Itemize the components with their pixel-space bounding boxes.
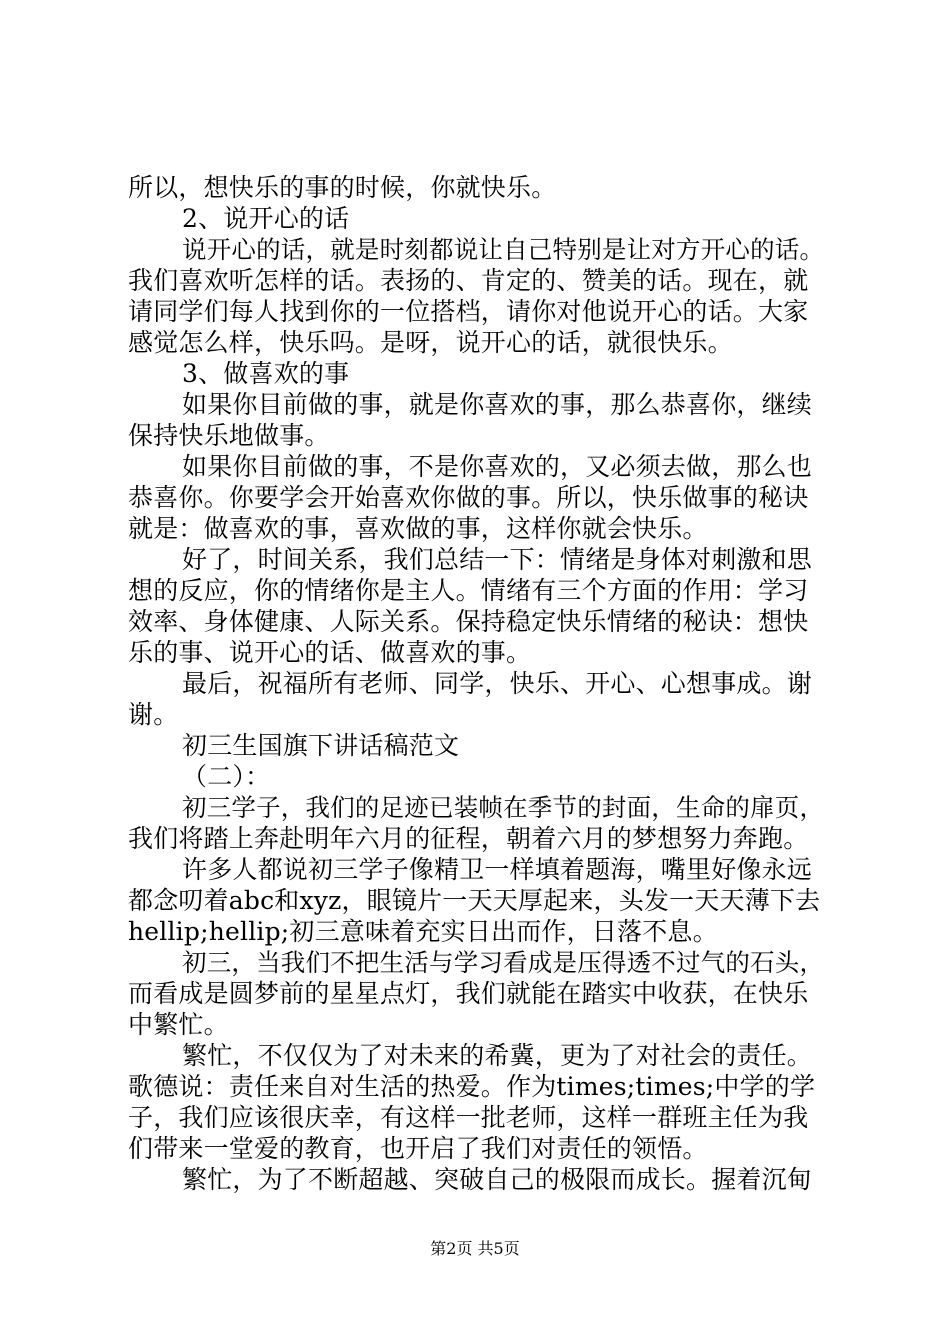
text-line: 繁忙，为了不断超越、突破自己的极限而成长。握着沉甸 [182,1165,813,1194]
text-line: 效率、身体健康、人际关系。保持稳定快乐情绪的秘诀：想快 [128,607,809,636]
text-line: 初三学子，我们的足迹已装帧在季节的封面，生命的扉页， [182,793,825,822]
text-line: 所以，想快乐的事的时候，你就快乐。 [128,173,557,202]
text-line: 歌德说：责任来自对生活的热爱。作为times;times;中学的学 [128,1072,816,1101]
text-line: 2、说开心的话 [182,204,350,233]
text-line: 说开心的话，就是时刻都说让自己特别是让对方开心的话。 [182,235,825,264]
text-line: 初三，当我们不把生活与学习看成是压得透不过气的石头， [182,948,825,977]
text-line: （二）： [182,762,271,791]
text-line: 恭喜你。你要学会开始喜欢你做的事。所以，快乐做事的秘诀 [128,483,809,512]
text-line: 而看成是圆梦前的星星点灯，我们就能在踏实中收获，在快乐 [128,979,809,1008]
text-line: 如果你目前做的事，就是你喜欢的事，那么恭喜你，继续 [182,390,813,419]
page-footer: 第2页 共5页 [430,1239,520,1258]
text-line: 最后，祝福所有老师、同学，快乐、开心、心想事成。谢 [182,669,813,698]
text-line: 想的反应，你的情绪你是主人。情绪有三个方面的作用：学习 [128,576,809,605]
text-line: 谢。 [128,700,179,729]
text-line: 繁忙，不仅仅为了对未来的希冀，更为了对社会的责任。 [182,1041,813,1070]
text-line: 们带来一堂爱的教育，也开启了我们对责任的领悟。 [128,1134,708,1163]
text-line: 我们喜欢听怎样的话。表扬的、肯定的、赞美的话。现在，就 [128,266,809,295]
text-line: 请同学们每人找到你的一位搭档，请你对他说开心的话。大家 [128,297,809,326]
text-line: 都念叨着abc和xyz，眼镜片一天天厚起来，头发一天天薄下去 [128,886,821,915]
text-line: 子，我们应该很庆幸，有这样一批老师，这样一群班主任为我 [128,1103,809,1132]
text-line: 就是：做喜欢的事，喜欢做的事，这样你就会快乐。 [128,514,708,543]
text-line: 乐的事、说开心的话、做喜欢的事。 [128,638,532,667]
text-line: 感觉怎么样，快乐吗。是呀，说开心的话，就很快乐。 [128,328,733,357]
text-line: 好了，时间关系，我们总结一下：情绪是身体对刺激和思 [182,545,813,574]
text-line: 保持快乐地做事。 [128,421,330,450]
text-line: 我们将踏上奔赴明年六月的征程，朝着六月的梦想努力奔跑。 [128,824,809,853]
text-line: 如果你目前做的事，不是你喜欢的，又必须去做，那么也 [182,452,813,481]
document-body [128,172,836,1195]
text-line: 3、做喜欢的事 [182,359,350,388]
text-line: 中繁忙。 [128,1010,229,1039]
text-line: 许多人都说初三学子像精卫一样填着题海，嘴里好像永远 [182,855,813,884]
text-line: 初三生国旗下讲话稿范文 [182,731,460,760]
text-line: hellip;hellip;初三意味着充实日出而作，日落不息。 [128,917,718,946]
